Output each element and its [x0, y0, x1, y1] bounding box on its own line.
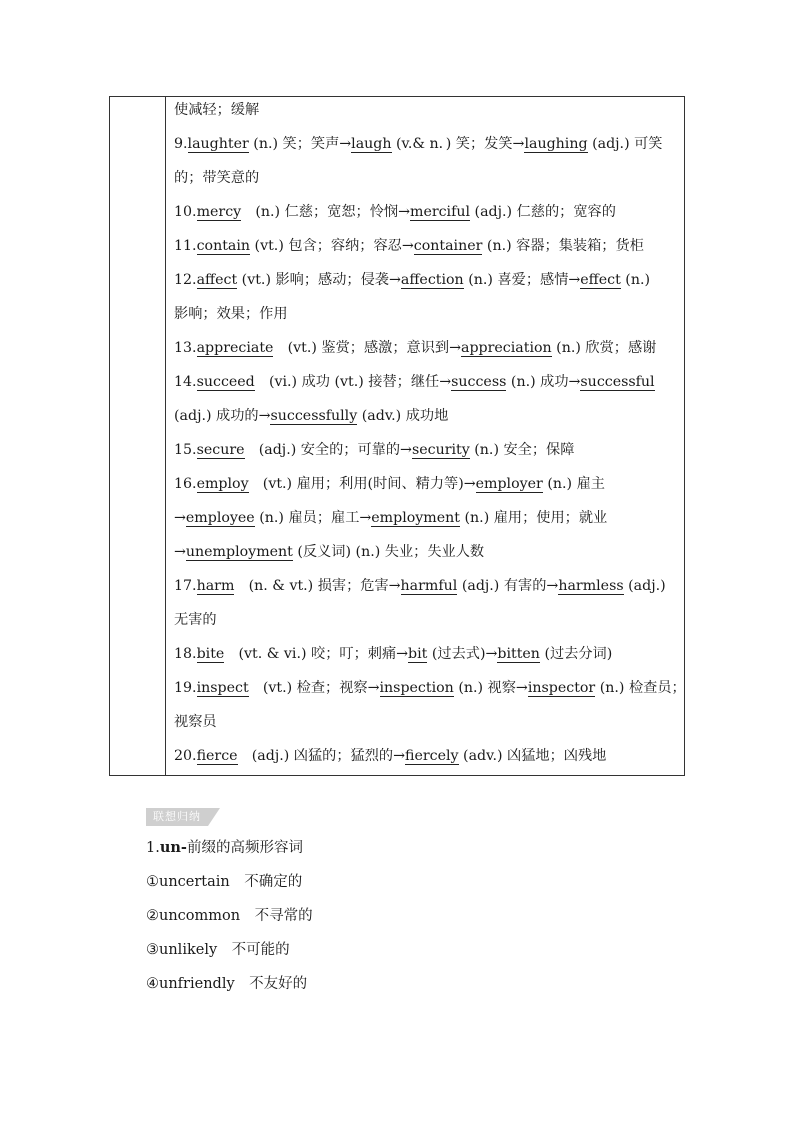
association-item: ②uncommon 不寻常的	[146, 908, 313, 924]
entry-text: 16.	[174, 476, 197, 492]
table-line	[174, 303, 288, 325]
entry-text: (adv.) 凶猛地；凶残地	[458, 748, 607, 764]
entry-text: (adj.) 有害的→	[457, 578, 559, 594]
table-line	[174, 609, 217, 631]
vocab-word: employee	[185, 510, 255, 526]
vocab-word: successful	[580, 374, 655, 390]
vocab-word: inspect	[196, 680, 249, 696]
vocab-word: laugh	[351, 136, 392, 152]
vocab-word: appreciate	[196, 340, 274, 356]
entry-text: (vt. & vi.) 咬；叮；刺痛→	[224, 646, 409, 662]
table-line	[174, 473, 605, 495]
table-line	[174, 643, 612, 665]
vocab-word: bitten	[497, 646, 540, 662]
entry-text: (vt.) 检查；视察→	[248, 680, 380, 696]
table-line	[174, 201, 616, 223]
entry-text: →	[174, 510, 186, 526]
vocab-word: contain	[196, 238, 251, 254]
entry-text: (n.) 容器；集装箱；货柜	[482, 238, 644, 254]
tag-tail	[208, 808, 220, 826]
entry-text: (n.) 仁慈；宽恕；怜悯→	[241, 204, 410, 220]
table-line	[174, 541, 484, 563]
vocab-word: succeed	[196, 374, 255, 390]
entry-text: 14.	[174, 374, 197, 390]
entry-text: (adj.) 成功的→	[174, 408, 271, 424]
entry-text: 15.	[174, 442, 197, 458]
entry-text: (adj.) 可笑	[587, 136, 663, 152]
table-line	[174, 711, 217, 733]
table-line	[174, 133, 663, 155]
entry-text: (反义词) (n.) 失业；失业人数	[292, 544, 485, 560]
entry-text: (n.) 检查员；	[595, 680, 686, 696]
association-heading	[146, 836, 303, 860]
entry-text: (vt.) 雇用；利用(时间、精力等)→	[248, 476, 476, 492]
vocab-word: inspector	[527, 680, 596, 696]
vocab-word: employ	[196, 476, 249, 492]
table-line	[174, 677, 686, 699]
table-line	[174, 439, 574, 461]
vocab-word: successfully	[270, 408, 358, 424]
vocab-word: bite	[196, 646, 225, 662]
vocab-word: appreciation	[461, 340, 552, 356]
entry-text: (adv.) 成功地	[357, 408, 449, 424]
entry-text: (vt.) 影响；感动；侵袭→	[237, 272, 401, 288]
entry-text: (n.) 安全；保障	[469, 442, 575, 458]
vocab-word: success	[451, 374, 507, 390]
entry-text: (adj.) 仁慈的；宽容的	[470, 204, 616, 220]
table-line	[174, 507, 607, 529]
vocab-word: bit	[408, 646, 428, 662]
vocab-word: employment	[371, 510, 460, 526]
entry-text: →	[174, 544, 186, 560]
vocab-word: harmless	[558, 578, 624, 594]
table-line	[174, 337, 656, 359]
entry-text: (vt.) 鉴赏；感激；意识到→	[273, 340, 461, 356]
vocab-word: harmful	[400, 578, 458, 594]
vocab-word: fiercely	[404, 748, 459, 764]
association-item: ④unfriendly 不友好的	[146, 976, 308, 992]
entry-text: (n.) 成功→	[506, 374, 581, 390]
heading-prefix-bold: un-	[159, 839, 187, 856]
table-line	[174, 575, 666, 597]
vocabulary-table	[109, 96, 685, 776]
table-line	[174, 167, 259, 189]
entry-text: 的；带笑意的	[174, 170, 260, 186]
entry-text: 影响；效果；作用	[174, 306, 288, 322]
table-line	[174, 269, 650, 291]
vocab-word: container	[413, 238, 483, 254]
table-line	[174, 235, 644, 257]
entry-text: (adj.) 安全的；可靠的→	[244, 442, 412, 458]
entry-text: (过去分词)	[539, 646, 613, 662]
association-item: ③unlikely 不可能的	[146, 942, 290, 958]
entry-text: 13.	[174, 340, 197, 356]
association-tag	[146, 808, 224, 826]
vocab-word: merciful	[409, 204, 471, 220]
tag-label: 联想归纳	[153, 810, 201, 823]
vocab-word: laughter	[187, 136, 249, 152]
table-line	[174, 99, 259, 121]
vocab-word: secure	[196, 442, 245, 458]
entry-text: (vi.) 成功 (vt.) 接替；继任→	[254, 374, 452, 390]
entry-text: (adj.) 凶猛的；猛烈的→	[237, 748, 405, 764]
entry-text: (n.) 视察→	[453, 680, 528, 696]
vocab-word: inspection	[379, 680, 454, 696]
entry-text: (过去式)→	[427, 646, 498, 662]
entry-text: 使减轻；缓解	[174, 102, 260, 118]
vocab-word: employer	[475, 476, 543, 492]
entry-text: 无害的	[174, 612, 217, 628]
entry-text: 视察员	[174, 714, 217, 730]
heading-rest: 前缀的高频形容词	[186, 840, 303, 856]
entry-text: (vt.) 包含；容纳；容忍→	[250, 238, 414, 254]
entry-text: (adj.)	[623, 578, 666, 594]
heading-prefix: 1.	[146, 840, 160, 856]
entry-text: 11.	[174, 238, 197, 254]
entry-text: (n.) 雇主	[542, 476, 605, 492]
entry-text: 17.	[174, 578, 197, 594]
entry-text: 9.	[174, 136, 188, 152]
entry-text: (n.) 喜爱；感情→	[463, 272, 581, 288]
vocab-word: affection	[400, 272, 464, 288]
association-item: ①uncertain 不确定的	[146, 874, 303, 890]
table-line	[174, 745, 606, 767]
vocab-word: unemployment	[185, 544, 293, 560]
entry-text: 19.	[174, 680, 197, 696]
vocab-word: security	[411, 442, 470, 458]
entry-text: (n.) 雇员；雇工→	[254, 510, 372, 526]
table-line	[174, 371, 655, 393]
table-left-column	[110, 97, 166, 775]
vocab-word: effect	[580, 272, 621, 288]
table-line	[174, 405, 448, 427]
entry-text: (n.)	[620, 272, 651, 288]
entry-text: 20.	[174, 748, 197, 764]
entry-text: 10.	[174, 204, 197, 220]
entry-text: (n. & vt.) 损害；危害→	[234, 578, 401, 594]
entry-text: (n.) 雇用；使用；就业	[460, 510, 608, 526]
entry-text: (v.& n．) 笑；发笑→	[391, 136, 525, 152]
vocab-word: laughing	[524, 136, 588, 152]
entry-text: 12.	[174, 272, 197, 288]
entry-text: (n.) 笑；笑声→	[248, 136, 352, 152]
vocab-word: harm	[196, 578, 235, 594]
vocab-word: affect	[196, 272, 238, 288]
vocab-word: fierce	[196, 748, 238, 764]
entry-text: (n.) 欣赏；感谢	[551, 340, 657, 356]
entry-text: 18.	[174, 646, 197, 662]
vocab-word: mercy	[196, 204, 242, 220]
